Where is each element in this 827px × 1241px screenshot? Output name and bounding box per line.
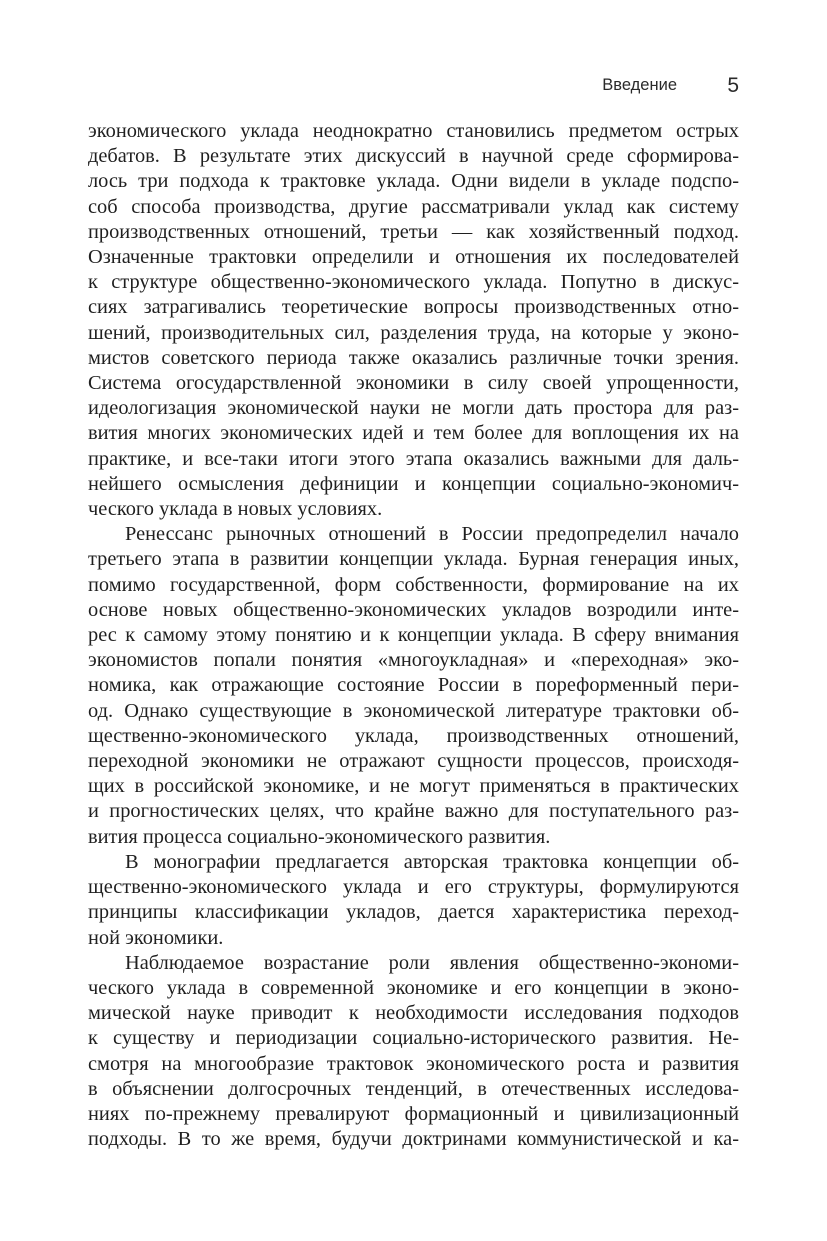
text-line: помимо государственной, форм собственности, формирование на их xyxy=(88,573,739,596)
text-line: и прогностических целях, что крайне важно для поступательного раз- xyxy=(88,800,739,823)
text-line: смотря на многообразие трактовок экономического роста и развития xyxy=(88,1052,739,1075)
text-line: сиях затрагивались теоретические вопросы производственных отно- xyxy=(88,296,739,319)
text-line: од. Однако существующие в экономической литературе трактовки об- xyxy=(88,699,739,722)
text-line: Наблюдаемое возрастание роли явления общественно-экономи- xyxy=(125,951,739,974)
section-title: Введение xyxy=(602,76,677,94)
text-line: Ренессанс рыночных отношений в России предопределил начало xyxy=(125,523,739,546)
text-line: шений, производительных сил, разделения труда, на которые у эконо- xyxy=(88,321,739,344)
text-line: в объяснении долгосрочных тенденций, в отечественных исследова- xyxy=(88,1077,739,1100)
text-line: к структуре общественно-экономического уклада. Попутно в дискус- xyxy=(88,271,739,294)
text-line: производственных отношений, третьи — как хозяйственный подход. xyxy=(88,220,739,243)
text-line: практике, и все-таки итоги этого этапа оказались важными для даль- xyxy=(88,447,739,470)
page-number: 5 xyxy=(727,74,739,97)
text-line: щественно-экономического уклада, производственных отношений, xyxy=(88,724,739,747)
paragraph xyxy=(88,522,739,850)
paragraph xyxy=(88,119,739,522)
text-line: рес к самому этому понятию и к концепции уклада. В сферу внимания xyxy=(88,624,739,647)
text-line: щих в российской экономике, и не могут применяться в практических xyxy=(88,775,739,798)
text-line: экономического уклада неоднократно становились предметом острых xyxy=(88,120,739,142)
text-line: ниях по-прежнему превалируют формационный и цивилизационный xyxy=(88,1102,739,1125)
text-line: ческого уклада в современной экономике и его концепции в эконо- xyxy=(88,976,739,999)
text-line: дебатов. В результате этих дискуссий в научной среде сформирова- xyxy=(88,145,739,168)
text-line: щественно-экономического уклада и его структуры, формулируются xyxy=(88,876,739,899)
body-text xyxy=(88,119,739,1152)
paragraph xyxy=(88,850,739,951)
paragraph xyxy=(88,951,739,1153)
text-line: номика, как отражающие состояние России в пореформенный пери- xyxy=(88,674,739,697)
text-line: Система огосударствленной экономики в силу своей упрощенности, xyxy=(88,372,739,395)
text-line: вития процесса социально-экономического развития. xyxy=(88,825,551,848)
text-line: основе новых общественно-экономических укладов возродили инте- xyxy=(88,598,739,621)
running-header xyxy=(88,74,739,100)
text-line: ческого уклада в новых условиях. xyxy=(88,498,383,521)
text-line: мистов советского периода также оказались различные точки зрения. xyxy=(88,346,739,369)
text-line: переходной экономики не отражают сущности процессов, происходя- xyxy=(88,750,739,773)
text-line: мической науке приводит к необходимости исследования подходов xyxy=(88,1002,739,1025)
text-line: подходы. В то же время, будучи доктринами коммунистической и ка- xyxy=(88,1128,739,1151)
text-line: идеологизация экономической науки не могли дать простора для раз- xyxy=(88,397,739,420)
text-line: принципы классификации укладов, дается характеристика переход- xyxy=(88,901,739,924)
text-line: соб способа производства, другие рассматривали уклад как систему xyxy=(88,195,739,218)
text-line: ной экономики. xyxy=(88,926,224,949)
text-line: третьего этапа в развитии концепции уклада. Бурная генерация иных, xyxy=(88,548,739,571)
text-line: экономистов попали понятия «многоукладная» и «переходная» эко- xyxy=(88,649,739,672)
text-line: Означенные трактовки определили и отношения их последователей xyxy=(88,246,739,269)
text-line: В монографии предлагается авторская трактовка концепции об- xyxy=(125,850,739,873)
text-line: вития многих экономических идей и тем более для воплощения их на xyxy=(88,422,739,445)
text-line: лось три подхода к трактовке уклада. Одни видели в укладе подспо- xyxy=(88,170,739,193)
text-line: к существу и периодизации социально-исторического развития. Не- xyxy=(88,1027,739,1050)
text-line: нейшего осмысления дефиниции и концепции социально-экономич- xyxy=(88,472,739,495)
